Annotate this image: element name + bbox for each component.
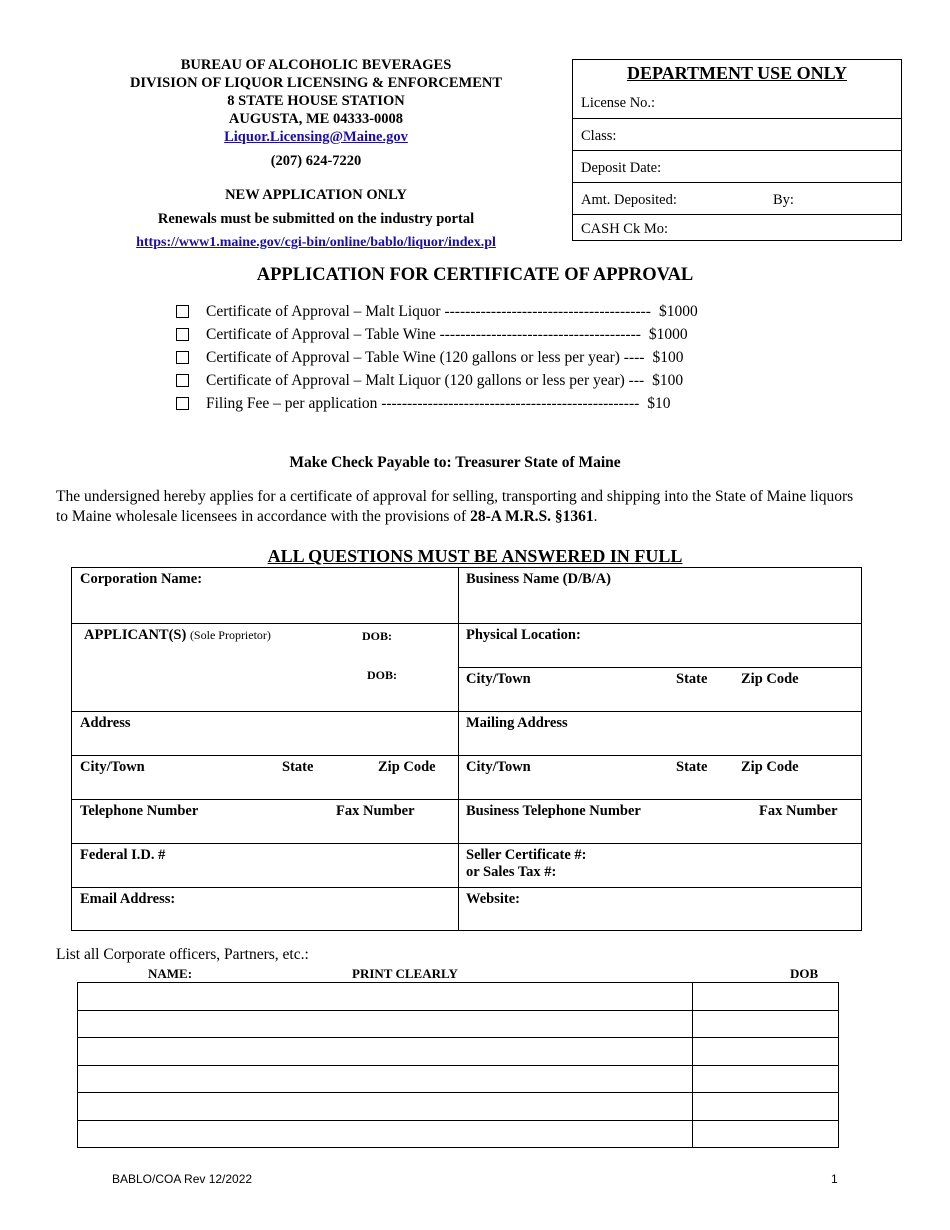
- fee-label: Certificate of Approval – Table Wine ---------------------------------------: [206, 325, 641, 343]
- all-questions-heading: ALL QUESTIONS MUST BE ANSWERED IN FULL: [267, 546, 683, 566]
- telephone-label: Telephone Number: [80, 803, 199, 819]
- fee-amount: $1000: [648, 325, 688, 343]
- fee-options: [176, 300, 698, 415]
- agency-email-link[interactable]: Liquor.Licensing@Maine.gov: [224, 129, 408, 145]
- officers-list-label: List all Corporate officers, Partners, etc.:: [56, 946, 309, 963]
- class-field[interactable]: [573, 118, 901, 150]
- cash-check-field[interactable]: [573, 214, 901, 241]
- city-town-label: City/Town: [466, 759, 531, 775]
- mailing-address-label: Mailing Address: [466, 715, 568, 731]
- business-telephone-label: Business Telephone Number: [466, 803, 641, 819]
- fee-option-malt-liquor-small[interactable]: [176, 369, 698, 392]
- officer-name-cell[interactable]: [78, 1011, 692, 1037]
- new-application-notice: NEW APPLICATION ONLY: [225, 187, 407, 203]
- cash-check-label: CASH Ck Mo:: [581, 221, 669, 237]
- federal-id-label: Federal I.D. #: [80, 847, 166, 863]
- fee-amount: $10: [647, 394, 671, 412]
- website-field[interactable]: [458, 888, 861, 930]
- seller-certificate-label: Seller Certificate #:: [466, 847, 587, 863]
- mailing-address-field[interactable]: [458, 712, 861, 755]
- email-address-label: Email Address:: [80, 891, 176, 907]
- officer-dob-cell[interactable]: [693, 1066, 838, 1092]
- license-no-field[interactable]: [573, 86, 901, 118]
- officers-table: [77, 982, 839, 1148]
- industry-portal-link[interactable]: https://www1.maine.gov/cgi-bin/online/bablo/liquor/index.pl: [136, 235, 496, 250]
- address-field[interactable]: [72, 712, 458, 755]
- deposit-date-label: Deposit Date:: [581, 160, 662, 176]
- zip-code-label: Zip Code: [741, 671, 799, 687]
- state-label: State: [282, 759, 314, 775]
- agency-city-line: AUGUSTA, ME 04333-0008: [228, 111, 404, 127]
- renewal-notice: Renewals must be submitted on the industry portal: [157, 211, 475, 227]
- website-label: Website:: [466, 891, 520, 907]
- officer-dob-cell[interactable]: [693, 1121, 838, 1147]
- application-title: APPLICATION FOR CERTIFICATE OF APPROVAL: [256, 265, 694, 285]
- fax-label: Fax Number: [759, 803, 838, 819]
- applicant-info-grid: [71, 567, 862, 931]
- fee-option-table-wine[interactable]: [176, 323, 698, 346]
- agency-header: [100, 56, 532, 252]
- fee-amount: $100: [652, 371, 684, 389]
- page-number: 1: [831, 1172, 838, 1186]
- department-use-title: DEPARTMENT USE ONLY: [626, 63, 848, 83]
- amt-deposited-label: Amt. Deposited:: [581, 192, 677, 208]
- city-town-label: City/Town: [80, 759, 145, 775]
- checkbox[interactable]: [176, 328, 189, 341]
- checkbox[interactable]: [176, 305, 189, 318]
- fee-option-malt-liquor[interactable]: [176, 300, 698, 323]
- checkbox[interactable]: [176, 397, 189, 410]
- state-label: State: [676, 671, 708, 687]
- by-label: By:: [773, 192, 794, 208]
- dob-column-header: DOB: [790, 966, 819, 981]
- fee-label: Certificate of Approval – Malt Liquor ----------------------------------------: [206, 302, 651, 320]
- business-name-field[interactable]: [458, 568, 861, 623]
- agency-address-line: 8 STATE HOUSE STATION: [227, 93, 405, 109]
- deposit-date-field[interactable]: [573, 150, 901, 182]
- officer-name-cell[interactable]: [78, 1066, 692, 1092]
- form-revision: BABLO/COA Rev 12/2022: [112, 1172, 253, 1186]
- fee-label: Certificate of Approval – Malt Liquor (120 gallons or less per year) ---: [206, 371, 645, 389]
- federal-id-field[interactable]: [72, 844, 458, 887]
- business-telephone-fax-field[interactable]: [458, 800, 861, 843]
- agency-phone: (207) 624-7220: [270, 153, 362, 169]
- dob-label: DOB:: [362, 629, 392, 643]
- zip-code-label: Zip Code: [378, 759, 436, 775]
- physical-city-state-zip-field[interactable]: [458, 668, 861, 711]
- zip-code-label: Zip Code: [741, 759, 799, 775]
- officer-name-cell[interactable]: [78, 1093, 692, 1120]
- officer-dob-cell[interactable]: [693, 1093, 838, 1120]
- email-address-field[interactable]: [72, 888, 458, 930]
- officer-dob-cell[interactable]: [693, 983, 838, 1010]
- statute-reference: 28-A M.R.S. §1361: [470, 508, 594, 525]
- physical-location-field[interactable]: [458, 624, 861, 667]
- applicants-label: APPLICANT(S): [84, 627, 187, 643]
- fee-amount: $100: [652, 348, 684, 366]
- seller-certificate-field[interactable]: [458, 844, 861, 887]
- mailing-city-state-zip-field[interactable]: [458, 756, 861, 799]
- officer-name-cell[interactable]: [78, 1121, 692, 1147]
- license-no-label: License No.:: [581, 95, 656, 111]
- fee-option-filing-fee[interactable]: [176, 392, 698, 415]
- payable-notice: Make Check Payable to: Treasurer State of Maine: [289, 454, 621, 471]
- agency-name: BUREAU OF ALCOHOLIC BEVERAGES: [180, 57, 452, 73]
- department-use-box: [572, 59, 902, 241]
- business-name-label: Business Name (D/B/A): [466, 571, 612, 587]
- officer-dob-cell[interactable]: [693, 1011, 838, 1037]
- address-label: Address: [80, 715, 131, 731]
- fax-label: Fax Number: [336, 803, 415, 819]
- applicant-2-field[interactable]: [72, 668, 458, 711]
- checkbox[interactable]: [176, 351, 189, 364]
- intro-paragraph: [56, 487, 856, 527]
- officer-dob-cell[interactable]: [693, 1038, 838, 1065]
- corporation-name-label: Corporation Name:: [80, 571, 203, 587]
- city-town-label: City/Town: [466, 671, 531, 687]
- officer-name-cell[interactable]: [78, 1038, 692, 1065]
- fee-amount: $1000: [658, 302, 698, 320]
- class-label: Class:: [581, 128, 617, 144]
- officer-name-cell[interactable]: [78, 983, 692, 1010]
- intro-period: .: [593, 508, 598, 525]
- intro-text: The undersigned hereby applies for a certificate of approval for selling, transporting and shipping into the State of Maine liquors to Maine wholesale licensees in accordance with the provisions of: [56, 488, 854, 525]
- state-label: State: [676, 759, 708, 775]
- telephone-fax-field[interactable]: [72, 800, 458, 843]
- fee-label: Filing Fee – per application --------------------------------------------------: [206, 394, 640, 412]
- dob-label: DOB:: [367, 668, 397, 682]
- fee-label: Certificate of Approval – Table Wine (120 gallons or less per year) ----: [206, 348, 645, 366]
- city-state-zip-field[interactable]: [72, 756, 458, 799]
- division-name: DIVISION OF LIQUOR LICENSING & ENFORCEMENT: [129, 75, 503, 91]
- applicant-field[interactable]: [76, 624, 458, 667]
- checkbox[interactable]: [176, 374, 189, 387]
- physical-location-label: Physical Location:: [466, 627, 581, 643]
- sole-proprietor-label: (Sole Proprietor): [189, 628, 271, 642]
- amt-deposited-field[interactable]: [573, 182, 901, 214]
- sales-tax-label: or Sales Tax #:: [466, 864, 557, 880]
- corporation-name-field[interactable]: [72, 568, 458, 623]
- fee-option-table-wine-small[interactable]: [176, 346, 698, 369]
- print-clearly-header: PRINT CLEARLY: [352, 966, 458, 981]
- name-column-header: NAME:: [148, 966, 193, 981]
